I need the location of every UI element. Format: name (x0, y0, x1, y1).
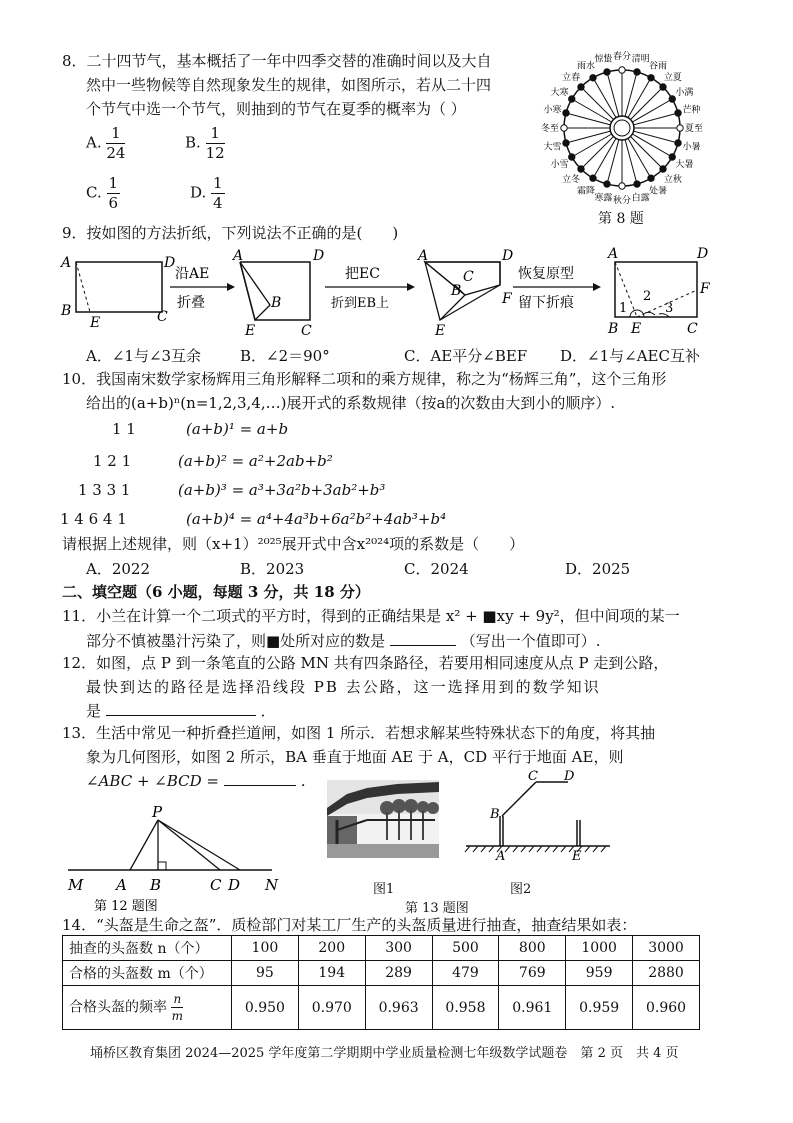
pascal-row-1-eq: (a+b)¹ = a+b (186, 420, 289, 438)
row-header: 合格头盔的频率 $\frac{n}{m}$ (63, 986, 232, 1030)
right-angle-mark (158, 862, 166, 870)
q12-line3: 是 ． (86, 702, 276, 720)
term-node (675, 140, 681, 146)
q8-option-a: A. $\frac{1}{24}$ (86, 124, 126, 162)
table-cell: 0.961 (499, 986, 566, 1030)
arrow-2-top: 把EC (345, 266, 380, 282)
path-pc (158, 820, 220, 870)
fold-line-ae-1 (76, 262, 90, 312)
q9-option-a: A．∠1与∠3互余 (86, 347, 202, 365)
q9-option-c: C．AE平分∠BEF (404, 347, 528, 365)
arrow-1-head (227, 283, 235, 291)
hatch-mark (505, 846, 510, 852)
q13-line1: 13．生活中常见一种折叠拦道闸，如图 1 所示．若想求解某些特殊状态下的角度，将其抽 (62, 724, 656, 742)
term-node (563, 110, 569, 116)
wheel-spoke (628, 78, 651, 118)
label-e: E (631, 321, 642, 337)
q8-option-d: D. $\frac{1}{4}$ (190, 174, 223, 212)
angle-arc-1 (630, 310, 644, 317)
wheel-spoke (607, 140, 619, 184)
term-node (660, 166, 666, 172)
q8-option-b: B. $\frac{1}{12}$ (185, 124, 225, 162)
label-d: D (313, 248, 325, 264)
wheel-spoke (572, 99, 612, 122)
term-node (619, 183, 625, 189)
table-cell: 289 (365, 961, 432, 986)
ground (327, 844, 439, 858)
arm-bc (502, 782, 536, 816)
angle-arc-2 (645, 312, 655, 315)
wheel-hub-inner (614, 120, 630, 136)
label-d: D (697, 246, 709, 262)
hatch-mark (601, 846, 606, 852)
term-label: 寒露 (594, 193, 613, 204)
term-node (619, 67, 625, 73)
label-a: A (61, 255, 72, 271)
label-b: B (271, 295, 282, 311)
wheel-spoke (630, 87, 663, 120)
term-label: 立冬 (562, 174, 581, 185)
term-label: 小寒 (543, 105, 562, 116)
arrow-1-top: 沿AE (175, 266, 210, 282)
wheel-spoke (634, 131, 678, 143)
q8-stem-line1: 8．二十四节气，基本概括了一年中四季交替的准确时间以及大自 (62, 52, 492, 70)
fraction: $\frac{1}{24}$ (106, 124, 126, 162)
wheel-spoke (630, 136, 663, 169)
table-cell: 0.959 (566, 986, 633, 1030)
pascal-row-4-coef: 1 4 6 4 1 (60, 510, 127, 528)
label-b: B (608, 321, 619, 337)
term-node (590, 75, 596, 81)
wheel-spoke (593, 138, 616, 178)
table-cell: 95 (232, 961, 299, 986)
label-a: A (418, 248, 429, 264)
barrier-gate-diagram (460, 768, 620, 868)
wheel-spoke (572, 134, 612, 157)
label-b: B (490, 807, 500, 822)
label-n: N (265, 876, 279, 894)
table-cell: 194 (298, 961, 365, 986)
q10-question: 请根据上述规律，则（x+1）²⁰²⁵展开式中含x²⁰²⁴项的系数是（ ） (62, 535, 525, 553)
arrow-2-bottom: 折到EB上 (331, 296, 390, 311)
building-wall (327, 816, 357, 844)
hatch-mark (545, 846, 550, 852)
label-c: C (210, 876, 222, 894)
section-2-heading: 二、填空题（6 小题，每题 3 分，共 18 分） (62, 583, 370, 601)
hatch-mark (473, 846, 478, 852)
q10-stem-line1: 10．我国南宋数学家杨辉用三角形解释二项和的乘方规律，称之为“杨辉三角”，这个三角形 (62, 370, 667, 388)
term-label: 小满 (675, 88, 694, 98)
wheel-spoke (634, 113, 678, 125)
pascal-row-3-coef: 1 3 3 1 (78, 481, 131, 499)
table-cell: 479 (432, 961, 499, 986)
arrow-1-bottom: 折叠 (177, 295, 205, 311)
term-node (569, 154, 575, 160)
term-node (634, 69, 640, 75)
term-label: 谷雨 (648, 61, 668, 72)
hatch-mark (529, 846, 534, 852)
figure-12 (60, 800, 300, 915)
q8-stem-line3: 个节气中选一个节气，则抽到的节气在夏季的概率为（ ） (86, 100, 466, 118)
q8-stem-line2: 然中一些物候等自然现象发生的规律，如图所示，若从二十四 (86, 76, 492, 94)
table-cell: 0.950 (232, 986, 299, 1030)
row-header: 合格的头盔数 m（个） (63, 961, 232, 986)
wheel-spoke (593, 78, 616, 118)
ground-hatch (465, 846, 606, 852)
pascal-row-1-coef: 1 1 (112, 420, 136, 438)
table-cell: 0.970 (298, 986, 365, 1030)
q14-stem: 14．“头盔是生命之盔”．质检部门对某工厂生产的头盔质量进行抽查，抽查结果如表： (62, 916, 637, 934)
figure-13-caption: 第 13 题图 (405, 901, 469, 916)
arrow-3-top: 恢复原型 (518, 266, 574, 282)
table-row (63, 961, 700, 986)
wheel-spoke (581, 136, 614, 169)
label-m: M (68, 876, 84, 894)
term-label: 立秋 (663, 174, 682, 185)
hatch-mark (521, 846, 526, 852)
label-a: A (608, 246, 619, 262)
label-angle-2: 2 (643, 289, 652, 304)
wheel-spoke (566, 131, 610, 143)
label-d: D (164, 255, 176, 271)
table-cell: 100 (232, 936, 299, 961)
term-label: 大寒 (550, 88, 569, 98)
table-cell: 3000 (633, 936, 700, 961)
label-c: C (463, 269, 474, 285)
paper-rect-1 (76, 262, 162, 312)
label-c: C (528, 769, 538, 784)
arrow-3-head (593, 283, 601, 291)
table-cell: 500 (432, 936, 499, 961)
fraction: $\frac{1}{6}$ (108, 174, 119, 212)
label-e: E (245, 323, 256, 339)
label-b: B (451, 283, 462, 299)
label-a: A (116, 876, 127, 894)
q13-line3: ∠ABC + ∠BCD = ． (86, 772, 316, 790)
fold-edge-ef-3 (440, 285, 500, 320)
term-label: 小雪 (550, 160, 569, 170)
term-label: 处暑 (648, 186, 668, 197)
figure-12-caption: 第 12 题图 (94, 899, 158, 914)
label-c: C (687, 321, 698, 337)
hatch-mark (585, 846, 590, 852)
label-e: E (90, 315, 101, 331)
term-node (648, 175, 654, 181)
term-node (563, 140, 569, 146)
wheel-spoke (607, 72, 619, 116)
barrier-gate-photo (327, 780, 439, 858)
term-node (604, 181, 610, 187)
q9-stem: 9．按如图的方法折纸，下列说法不正确的是( ) (62, 224, 399, 242)
term-node (675, 110, 681, 116)
table-cell: 200 (298, 936, 365, 961)
term-node (561, 125, 567, 131)
term-label: 立春 (562, 73, 581, 84)
wheel-spoke (632, 99, 672, 122)
term-label: 夏至 (684, 124, 704, 134)
row-header: 抽查的头盔数 n（个） (63, 936, 232, 961)
term-node (648, 75, 654, 81)
solar-terms-wheel (530, 20, 715, 210)
wheel-spoke (625, 140, 637, 184)
page-footer: 埇桥区教育集团 2024—2025 学年度第二学期期中学业质量检测七年级数学试题卷 第 2 页 共 4 页 (90, 1046, 679, 1061)
term-label: 霜降 (576, 186, 596, 197)
label-c: C (301, 323, 312, 339)
term-label: 惊蛰 (594, 54, 613, 65)
label-a: A (233, 248, 244, 264)
q10-stem-line2: 给出的(a+b)ⁿ(n=1,2,3,4,…)展开式的系数规律（按a的次数由大到小的顺序）. (86, 394, 616, 412)
label-e: E (572, 849, 582, 864)
label-angle-1: 1 (619, 301, 628, 316)
label-f: F (502, 291, 512, 307)
term-label: 雨水 (576, 61, 596, 72)
hatch-mark (489, 846, 494, 852)
hatch-mark (537, 846, 542, 852)
folded-triangle-2 (240, 262, 270, 320)
wheel-spoke (581, 87, 614, 120)
hatch-mark (561, 846, 566, 852)
q11-answer-blank[interactable] (390, 645, 456, 646)
q10-option-a: A．2022 (86, 560, 151, 578)
table-cell: 300 (365, 936, 432, 961)
term-node (590, 175, 596, 181)
term-label: 秋分 (612, 196, 632, 206)
table-cell: 800 (499, 936, 566, 961)
term-label: 小暑 (682, 142, 701, 153)
paper-outline-2 (240, 262, 310, 320)
table-cell: 1000 (566, 936, 633, 961)
label-angle-3: 3 (665, 301, 674, 316)
table-row (63, 986, 700, 1030)
term-label: 大雪 (543, 142, 562, 153)
table-cell: 959 (566, 961, 633, 986)
term-node (569, 96, 575, 102)
pascal-row-2-eq: (a+b)² = a²+2ab+b² (178, 452, 333, 470)
hatch-mark (593, 846, 598, 852)
term-label: 清明 (631, 54, 650, 65)
figure-13-1-caption: 图1 (373, 882, 395, 897)
path-pd (158, 820, 240, 870)
hatch-mark (465, 846, 470, 852)
label-d: D (228, 876, 241, 894)
pascal-row-4-eq: (a+b)⁴ = a⁴+4a³b+6a²b²+4ab³+b⁴ (186, 510, 447, 528)
term-label: 大暑 (675, 160, 694, 170)
term-node (634, 181, 640, 187)
fraction-n-over-m: $\frac{n}{m}$ (171, 992, 184, 1023)
wheel-spoke (566, 113, 610, 125)
table-cell: 0.960 (633, 986, 700, 1030)
q13-answer-blank[interactable] (224, 785, 296, 786)
term-label: 白露 (631, 193, 650, 204)
q13-line2: 象为几何图形，如图 2 所示，BA 垂直于地面 AE 于 A，CD 平行于地面 AE，则 (86, 748, 624, 766)
term-node (677, 125, 683, 131)
label-c: C (157, 309, 168, 325)
q11-line2: 部分不慎被墨汁污染了，则■处所对应的数是 （写出一个值即可）. (86, 632, 601, 650)
table-cell: 2880 (633, 961, 700, 986)
label-a: A (496, 849, 506, 864)
q12-line1: 12．如图，点 P 到一条笔直的公路 MN 共有四条路径，若要用相同速度从点 P 走到公路， (62, 654, 669, 672)
table-cell: 0.963 (365, 986, 432, 1030)
q10-option-d: D．2025 (565, 560, 631, 578)
pascal-row-3-eq: (a+b)³ = a³+3a²b+3ab²+b³ (178, 481, 386, 499)
label-d: D (564, 769, 575, 784)
q9-folding-figure (55, 245, 785, 340)
table-cell: 769 (499, 961, 566, 986)
label-b: B (61, 303, 72, 319)
q8-option-c: C. $\frac{1}{6}$ (86, 174, 119, 212)
fraction: $\frac{1}{12}$ (205, 124, 225, 162)
label-f: F (700, 281, 710, 297)
q11-line1: 11．小兰在计算一个二项式的平方时，得到的正确结果是 x² + ■xy + 9y²，但中间项的某一 (62, 607, 680, 625)
pascal-row-2-coef: 1 2 1 (93, 452, 132, 470)
q10-option-c: C．2024 (404, 560, 469, 578)
q12-answer-blank[interactable] (106, 715, 256, 716)
q9-option-b: B．∠2＝90° (240, 347, 330, 365)
term-node (578, 84, 584, 90)
term-label: 冬至 (540, 124, 560, 134)
arrow-2-head (407, 283, 415, 291)
term-node (660, 84, 666, 90)
term-label: 立夏 (663, 73, 682, 84)
term-label: 芒种 (682, 105, 701, 116)
table-row (63, 936, 700, 961)
label-d: D (502, 248, 514, 264)
wheel-spoke (628, 138, 651, 178)
path-pa (130, 820, 158, 870)
label-e: E (435, 323, 446, 339)
q10-option-b: B．2023 (240, 560, 305, 578)
term-label: 春分 (612, 52, 632, 62)
arrow-3-bottom: 留下折痕 (518, 295, 574, 311)
figure-13-2-caption: 图2 (510, 882, 532, 897)
hatch-mark (553, 846, 558, 852)
table-cell: 0.958 (432, 986, 499, 1030)
q14-table (62, 935, 700, 1030)
wheel-spoke (632, 134, 672, 157)
label-b: B (150, 876, 162, 894)
label-p: P (152, 803, 163, 821)
q12-line2: 最快到达的路径是选择沿线段 PB 去公路，这一选择用到的数学知识 (86, 678, 601, 696)
wheel-spoke (625, 72, 637, 116)
fraction: $\frac{1}{4}$ (213, 174, 223, 212)
term-node (604, 69, 610, 75)
q8-figure-caption: 第 8 题 (598, 211, 644, 227)
hatch-mark (513, 846, 518, 852)
q9-option-d: D．∠1与∠AEC互补 (560, 347, 700, 365)
term-node (578, 166, 584, 172)
hatch-mark (481, 846, 486, 852)
